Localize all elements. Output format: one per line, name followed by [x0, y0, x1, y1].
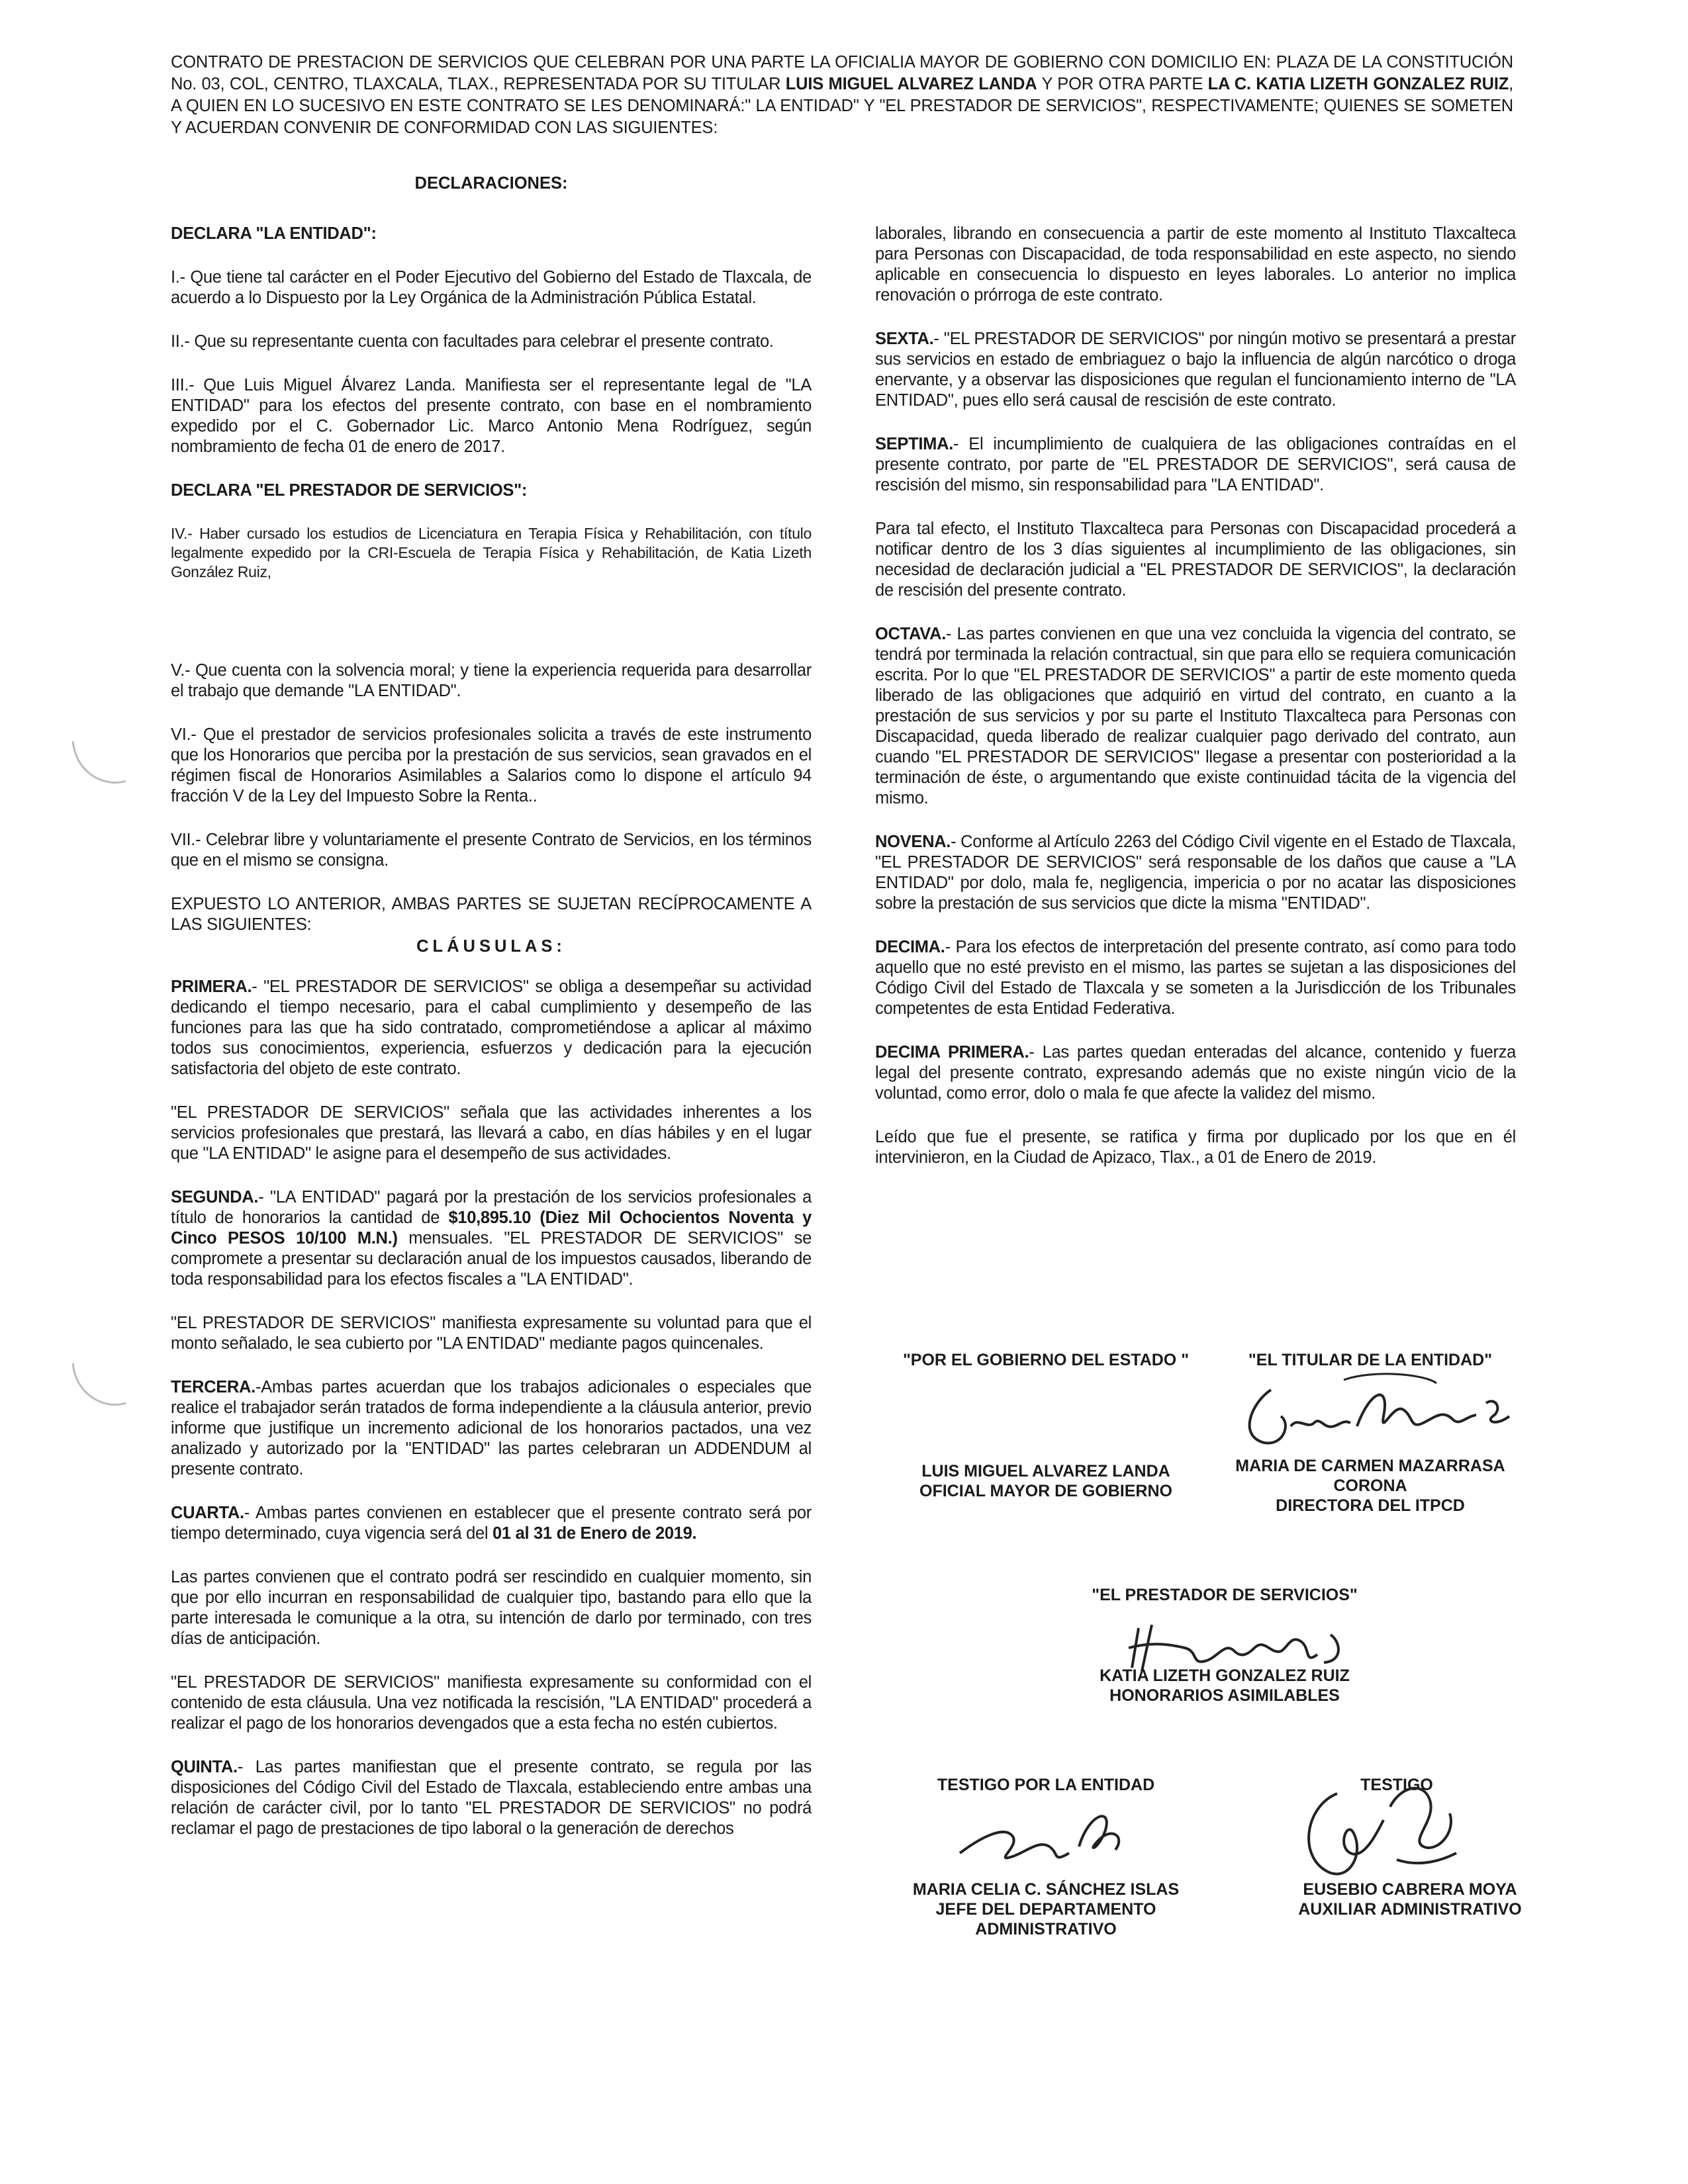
declaracion-ii: II.- Que su representante cuenta con facultades para celebrar el presente contrato.: [171, 332, 774, 351]
clausula-septima: [875, 434, 1516, 496]
gobierno-title: OFICIAL MAYOR DE GOBIERNO: [919, 1482, 1172, 1500]
tercera-text: -Ambas partes acuerdan que los trabajos adicionales o especiales que realice el trabajador serán tratados de forma independiente a la cláusula anterior, previo informe que justifique un incremento adicional de los honorarios pactados, una vez analizado y autorizado por la "ENTIDAD" las partes celebraran un ADDENDUM al presente contrato.: [171, 1378, 812, 1479]
punch-hole-mark-top: [66, 735, 132, 794]
clausula-tercera: [171, 1377, 812, 1480]
clausula-septima-b: Para tal efecto, el Instituto Tlaxcalteca para Personas con Discapacidad procederá a notificar dentro de los 3 días siguientes al incumplimiento de las obligaciones, sin necesidad de declaración judicial a "EL PRESTADOR DE SERVICIOS", la declaración de rescisión del presente contrato.: [875, 520, 1516, 600]
testigo1-heading: TESTIGO POR LA ENTIDAD: [937, 1776, 1155, 1794]
testigo2-title: AUXILIAR ADMINISTRATIVO: [1298, 1900, 1522, 1919]
primera-label: PRIMERA.: [171, 978, 252, 996]
decima-text: - Para los efectos de interpretación del presente contrato, así como para todo aquello que no esté previsto en el mismo, las partes se sujetan a las disposiciones del Código Civil del Estado de Tlaxcala y se someten a la Jurisdicción de los Tribunales competentes de esta Entidad Federativa.: [875, 938, 1516, 1018]
declaracion-vii: VII.- Celebrar libre y voluntariamente el presente Contrato de Servicios, en los términos que en el mismo se consigna.: [171, 831, 812, 870]
titular-signature: [1225, 1363, 1516, 1463]
titular-name-1: MARIA DE CARMEN MAZARRASA: [1235, 1457, 1505, 1475]
cuarta-dates: 01 al 31 de Enero de 2019.: [492, 1524, 697, 1543]
testigo2-signature: [1291, 1767, 1476, 1893]
titular-signature-block: [1231, 1456, 1509, 1516]
sexta-text: - "EL PRESTADOR DE SERVICIOS" por ningún motivo se presentará a prestar sus servicios en estado de embriaguez o bajo la influencia de algún narcótico o droga enervante, y a observar las disposiciones que regulan el funcionamiento interno de "LA ENTIDAD", pues ello será causal de rescisión de este contrato.: [875, 330, 1516, 410]
testigo1-signature: [927, 1800, 1165, 1873]
expuesto-paragraph: EXPUESTO LO ANTERIOR, AMBAS PARTES SE SUJETAN RECÍPROCAMENTE A LAS SIGUIENTES:: [171, 895, 812, 934]
octava-text: - Las partes convienen en que una vez concluida la vigencia del contrato, se tendrá por terminada la relación contractual, sin que para ello se requiera comunicación escrita. Por lo que "EL PRESTADOR DE SERVICIOS" a partir de este momento queda liberado de las obligaciones que adquirió en virtud del contrato, en cuanto a la prestación de sus servicios y por su parte el Instituto Tlaxcalteca para Personas con Discapacidad, queda liberado de realizar cualquier pago derivado del contrato, aun cuando "EL PRESTADOR DE SERVICIOS" llegase a presentar con posterioridad a la terminación de éste, o argumentando que existe continuidad tácita de la vigencia del mismo.: [875, 625, 1516, 807]
clausula-octava: [875, 624, 1516, 809]
clausula-decima: [875, 937, 1516, 1019]
cuarta-text: - Ambas partes convienen en establecer que el presente contrato será por tiempo determinado, cuya vigencia será del: [171, 1504, 812, 1543]
decima-primera-label: DECIMA PRIMERA.: [875, 1043, 1029, 1062]
decima-primera-text: - Las partes quedan enteradas del alcance, contenido y fuerza legal del presente contrato, expresando además que no existe ningún vicio de la voluntad, como error, dolo o mala fe que afecte la validez del mismo.: [875, 1043, 1516, 1103]
tercera-label: TERCERA.: [171, 1378, 256, 1396]
contract-intro: [171, 52, 1513, 139]
titular-name-2: CORONA: [1333, 1477, 1407, 1495]
declaracion-v: V.- Que cuenta con la solvencia moral; y tiene la experiencia requerida para desarrollar el trabajo que demande "LA ENTIDAD".: [171, 661, 812, 700]
gobierno-heading: "POR EL GOBIERNO DEL ESTADO ": [902, 1351, 1190, 1369]
novena-text: - Conforme al Artículo 2263 del Código Civil vigente en el Estado de Tlaxcala, "EL PRESTADOR DE SERVICIOS" será responsable de los daños que cause a "LA ENTIDAD" por dolo, mala fe, negligencia, impericia o por no acatar las disposiciones sobre la prestación de sus servicios que dicte la misma "ENTIDAD".: [875, 833, 1516, 913]
segunda-text-2: mensuales. "EL PRESTADOR DE SERVICIOS" se compromete a presentar su declaración anual de los impuestos causados, liberando de toda responsabilidad para los efectos fiscales a "LA ENTIDAD".: [171, 1229, 812, 1289]
quinta-label: QUINTA.: [171, 1758, 238, 1776]
testigo1-title-2: ADMINISTRATIVO: [975, 1920, 1117, 1938]
clausula-decima-primera: [875, 1042, 1516, 1104]
titular-heading: "EL TITULAR DE LA ENTIDAD": [1248, 1351, 1493, 1369]
clausula-segunda-b: "EL PRESTADOR DE SERVICIOS" manifiesta expresamente su voluntad para que el monto señalado, le sea cubierto por "LA ENTIDAD" mediante pagos quincenales.: [171, 1314, 812, 1353]
segunda-label: SEGUNDA.: [171, 1188, 259, 1206]
octava-label: OCTAVA.: [875, 625, 946, 643]
segunda-text-1: - "LA ENTIDAD" pagará por la prestación de los servicios profesionales a título de honorarios la cantidad de: [171, 1188, 812, 1227]
septima-label: SEPTIMA.: [875, 435, 954, 453]
quinta-continuation: laborales, librando en consecuencia a partir de este momento al Instituto Tlaxcalteca para Personas con Discapacidad, de toda responsabilidad en este aspecto, no siendo aplicable en consecuencia lo dispuesto en leyes laborales. Lo anterior no implica renovación o prórroga de este contrato.: [875, 224, 1516, 304]
prestador-name: KATIA LIZETH GONZALEZ RUIZ: [1100, 1666, 1350, 1685]
declara-prestador-heading: DECLARA "EL PRESTADOR DE SERVICIOS":: [171, 481, 528, 500]
redacted-area: [171, 591, 812, 637]
testigo1-name: MARIA CELIA C. SÁNCHEZ ISLAS: [912, 1880, 1180, 1899]
clausula-cuarta-c: "EL PRESTADOR DE SERVICIOS" manifiesta expresamente su conformidad con el contenido de esta cláusula. Una vez notificada la rescisión, "LA ENTIDAD" procederá a realizar el pago de los honorarios devengados que a esta fecha no estén cubiertos.: [171, 1673, 812, 1733]
septima-text: - El incumplimiento de cualquiera de las obligaciones contraídas en el presente contrato, por parte de "EL PRESTADOR DE SERVICIOS", será causa de rescisión del mismo, sin responsabilidad para "LA ENTIDAD".: [875, 435, 1516, 494]
testigo2-signature-block: [1291, 1880, 1529, 1919]
clausula-primera: [171, 977, 812, 1079]
testigo2-name: EUSEBIO CABRERA MOYA: [1303, 1880, 1517, 1899]
testigo1-title-1: JEFE DEL DEPARTAMENTO: [935, 1900, 1156, 1919]
gobierno-signature-block: [880, 1461, 1211, 1501]
titular-title: DIRECTORA DEL ITPCD: [1276, 1496, 1465, 1515]
gobierno-name: LUIS MIGUEL ALVAREZ LANDA: [921, 1462, 1170, 1480]
declaraciones-title: DECLARACIONES:: [414, 174, 568, 193]
declaracion-iv: IV.- Haber cursado los estudios de Licenciatura en Terapia Física y Rehabilitación, con título legalmente expedido por la CRI-Escuela de Terapia Física y Rehabilitación, de Katia Lizeth González Ruiz,: [171, 525, 812, 580]
clausula-cuarta-b: Las partes convienen que el contrato podrá ser rescindido en cualquier momento, sin que por ello incurran en responsabilidad de cualquier tipo, bastando para ello que la parte interesada le comunique a la otra, su intención de darlo por terminado, con tres días de anticipación.: [171, 1568, 812, 1648]
left-column: [171, 224, 812, 1839]
novena-label: NOVENA.: [875, 833, 951, 851]
cuarta-label: CUARTA.: [171, 1504, 244, 1522]
right-column: [875, 224, 1516, 1191]
intro-part1: CONTRATO DE PRESTACION DE SERVICIOS QUE CELEBRAN POR UNA PARTE LA OFICIALIA MAYOR DE GOBIERNO CON DOMICILIO EN: PLAZA DE LA CONSTITUCIÓN No. 03, COL, CENTRO, TLAXCALA, TLAX., REPRESENTADA POR SU TITULAR: [171, 53, 1513, 93]
testigo1-signature-block: [887, 1880, 1205, 1939]
declaracion-iii: III.- Que Luis Miguel Álvarez Landa. Manifiesta ser el representante legal de "LA ENTIDAD" para los efectos del presente contrato, con base en el nombramiento expedido por el C. Gobernador Lic. Marco Antonio Mena Rodríguez, según nombramiento de fecha 01 de enero de 2017.: [171, 376, 812, 456]
leido-paragraph: Leído que fue el presente, se ratifica y firma por duplicado por los que en él intervinieron, en la Ciudad de Apizaco, Tlax., a 01 de Enero de 2019.: [875, 1128, 1516, 1167]
prestador-heading: "EL PRESTADOR DE SERVICIOS": [1092, 1586, 1358, 1604]
prestador-title: HONORARIOS ASIMILABLES: [1109, 1686, 1340, 1705]
clausula-quinta: [171, 1757, 812, 1839]
quinta-text: - Las partes manifiestan que el presente contrato, se regula por las disposiciones del Código Civil del Estado de Tlaxcala, estableciendo entre ambas una relación de carácter civil, por lo tanto "EL PRESTADOR DE SERVICIOS" no podrá reclamar el pago de prestaciones de tipo laboral o la generación de derechos: [171, 1758, 812, 1838]
clausula-cuarta: [171, 1503, 812, 1544]
declaracion-i: I.- Que tiene tal carácter en el Poder Ejecutivo del Gobierno del Estado de Tlaxcala, de acuerdo a lo Dispuesto por la Ley Orgánica de la Administración Pública Estatal.: [171, 268, 812, 307]
segunda-amount: $10,895.10 (Diez Mil Ochocientos Noventa y Cinco PESOS 10/100 M.N.): [171, 1208, 812, 1248]
intro-part2: Y POR OTRA PARTE: [1037, 75, 1208, 93]
punch-hole-mark-bottom: [66, 1357, 132, 1416]
decima-label: DECIMA.: [875, 938, 945, 956]
primera-text: - "EL PRESTADOR DE SERVICIOS" se obliga a desempeñar su actividad dedicando el tiempo necesario, para el cabal cumplimiento y desempeño de las funciones para las que ha sido contratado, comprometiéndose a aplicar al máximo todos sus conocimientos, experiencia, esfuerzos y dedicación para la ejecución satisfactoria del objeto de este contrato.: [171, 978, 812, 1078]
clausula-sexta: [875, 329, 1516, 411]
clausula-primera-b: "EL PRESTADOR DE SERVICIOS" señala que las actividades inherentes a los servicios profesionales que prestará, las llevará a cabo, en días hábiles y en el lugar que "LA ENTIDAD" le asigne para el desempeño de sus actividades.: [171, 1103, 812, 1163]
declaracion-vi: VI.- Que el prestador de servicios profesionales solicita a través de este instrumento que los Honorarios que perciba por la prestación de sus servicios, sean gravados en el régimen fiscal de Honorarios Asimilables a Salarios como lo dispone el artículo 94 fracción V de la Ley del Impuesto Sobre la Renta..: [171, 725, 812, 805]
intro-name1: LUIS MIGUEL ALVAREZ LANDA: [785, 75, 1037, 93]
sexta-label: SEXTA.: [875, 330, 934, 348]
intro-part3: , A QUIEN EN LO SUCESIVO EN ESTE CONTRATO SE LES DENOMINARÁ:" LA ENTIDAD" Y "EL PRESTADOR DE SERVICIOS", RESPECTIVAMENTE; QUIENES SE SOMETEN Y ACUERDAN CONVENIR DE CONFORMIDAD CON LAS SIGUIENTES:: [171, 75, 1513, 137]
clausula-segunda: [171, 1187, 812, 1290]
clausulas-heading: CLÁUSULAS:: [416, 937, 566, 956]
testigo2-heading: TESTIGO: [1360, 1776, 1433, 1794]
prestador-signature-block: [1059, 1666, 1390, 1706]
clausula-novena: [875, 832, 1516, 914]
intro-name2: LA C. KATIA LIZETH GONZALEZ RUIZ: [1207, 75, 1509, 93]
declara-entidad-heading: DECLARA "LA ENTIDAD":: [171, 224, 377, 243]
